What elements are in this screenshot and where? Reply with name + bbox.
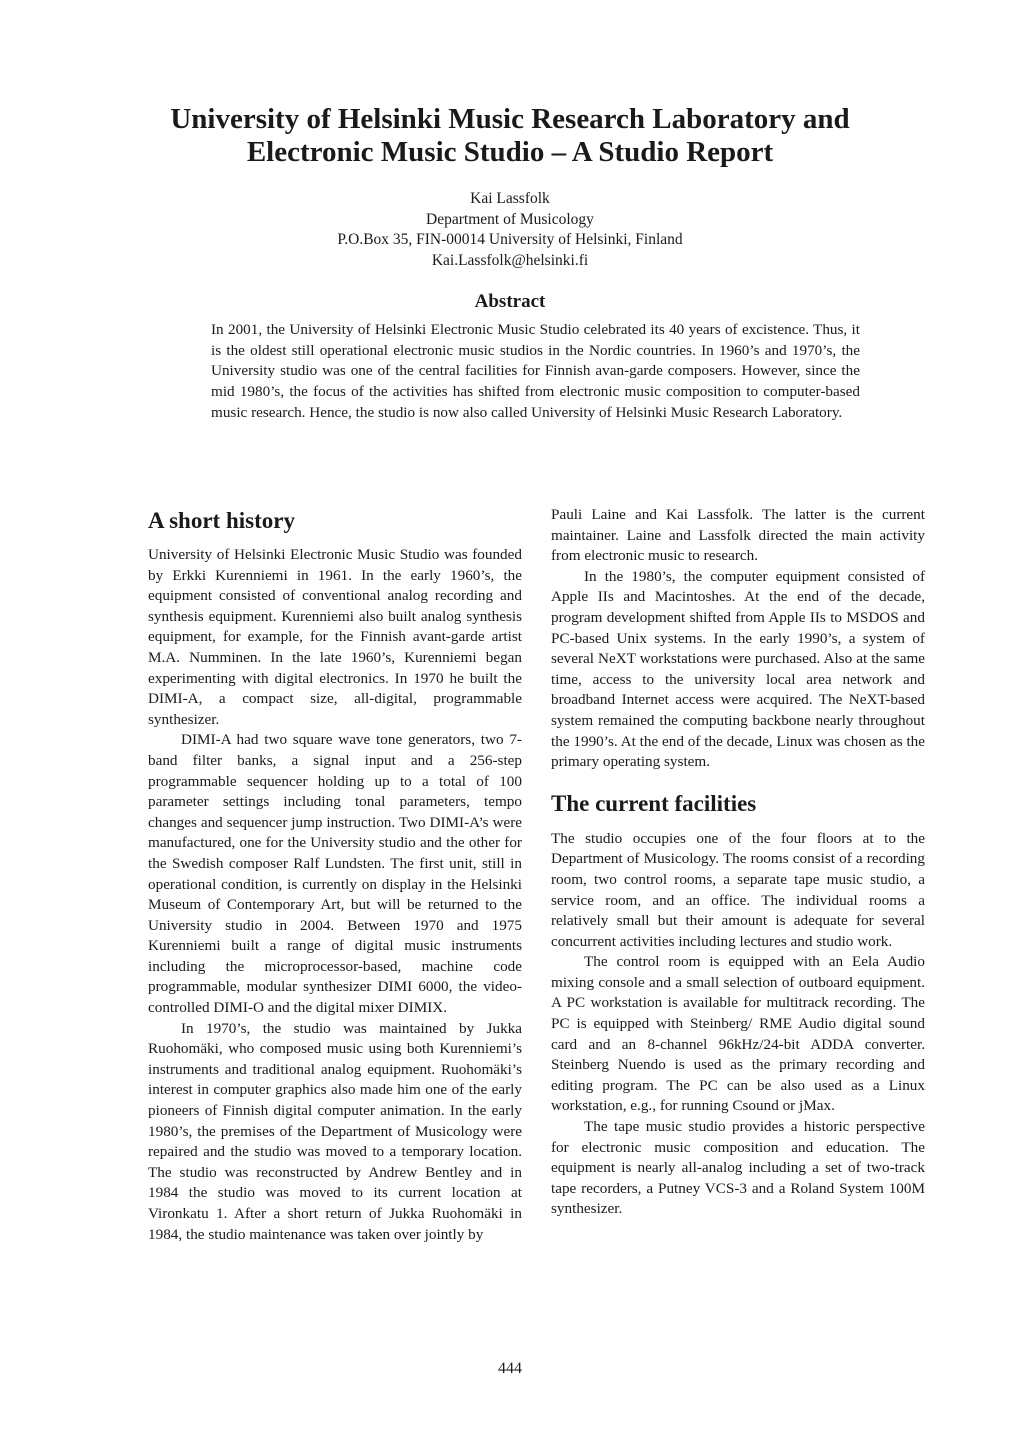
section-heading-history: A short history [148,508,295,533]
history-paragraph-5: In the 1980’s, the computer equipment consisted of Apple IIs and Macintoshes. At the end of the decade, program development shifted from Apple IIs to MSDOS and PC-based Unix systems. In the early 1990’s, a system of several NeXT workstations were purchased. Also at the same time, access to the university local area network and broadband Internet access were acquired. The NeXT-based system remained the computing backbone nearly throughout the 1990’s. At the end of the decade, Linux was chosen as the primary operating system. [551,567,925,771]
history-paragraph-1: University of Helsinki Electronic Music Studio was founded by Erkki Kurenniemi in 1961. In the early 1960’s, the equipment consisted of conventional analog recording and synthesis equipment. Kurenniemi also built analog synthesis equipment, for example, for the Finnish avant-garde artist M.A. Numminen. In the late 1960’s, Kurenniemi began experimenting with digital electronics. In 1970 he built the DIMI-A, a compact size, all-digital, programmable synthesizer. [148,546,522,728]
author-department: Department of Musicology [426,210,594,228]
left-column [148,505,522,1245]
right-column [551,505,925,1220]
abstract-heading: Abstract [474,291,546,312]
abstract-text: In 2001, the University of Helsinki Electronic Music Studio celebrated its 40 years of excistence. Thus, it is the oldest still operational electronic music studios in the Nordic countries. In 1960’s and 1970’s, the University studio was one of the central facilities for Finnish avan-garde composers. However, since the mid 1980’s, the focus of the activities has shifted from electronic music composition to computer-based music research. Hence, the studio is now also called University of Helsinki Music Research Laboratory. [211,321,860,421]
author-email: Kai.Lassfolk@helsinki.fi [431,251,589,269]
title-line-2: Electronic Music Studio – A Studio Report [246,136,774,168]
section-heading-facilities: The current facilities [551,790,757,816]
history-paragraph-4: Pauli Laine and Kai Lassfolk. The latter is the current maintainer. Laine and Lassfolk directed the main activity from electronic music to research. [551,506,925,565]
facilities-paragraph-3: The tape music studio provides a historic perspective for electronic music composition and education. The equipment is nearly all-analog including a set of two-track tape recorders, a Putney VCS-3 and a Roland System 100M synthesizer. [551,1118,925,1218]
history-paragraph-3: In 1970’s, the studio was maintained by Jukka Ruohomäki, who composed music using both Kurenniemi’s instruments and traditional analog equipment. Ruohomäki’s interest in computer graphics also made him one of the early pioneers of Finnish digital computer animation. In the early 1980’s, the premises of the Department of Musicology were repaired and the studio was moved to a temporary location. The studio was reconstructed by Andrew Bentley and in 1984 the studio was moved to its current location at Vironkatu 1. After a short return of Jukka Ruohomäki in 1984, the studio maintenance was taken over jointly by [148,1019,522,1243]
history-paragraph-2: DIMI-A had two square wave tone generators, two 7-band filter banks, a signal input and a 256-step programmable sequencer holding up to a total of 100 parameter settings including tonal parameters, tempo changes and sequencer jump instruction. Two DIMI-A’s were manufactured, one for the University studio and the other for the Swedish composer Ralf Lundsten. The first unit, still in operational condition, is currently on display in the Helsinki Museum of Contemporary Art, but will be returned to the University studio in 2004. Between 1970 and 1975 Kurenniemi built a range of digital music instruments including the microprocessor-based, machine code programmable, modular synthesizer DIMI 6000, the video-controlled DIMI-O and the digital mixer DIMIX. [148,731,522,1017]
title-line-1: University of Helsinki Music Research Laboratory and [170,103,850,135]
facilities-paragraph-1: The studio occupies one of the four floors at to the Department of Musicology. The rooms consist of a recording room, two control rooms, a separate tape music studio, a service room, and an office. The individual rooms a relatively small but their amount is adequate for several concurrent activities including lectures and studio work. [551,829,925,950]
paper-title [100,103,920,169]
page-number: 444 [498,1360,522,1377]
author-name: Kai Lassfolk [470,190,550,207]
facilities-paragraph-2: The control room is equipped with an Eela Audio mixing console and a small selection of outboard equipment. A PC workstation is available for multitrack recording. The PC is equipped with Steinberg/ RME Audio digital sound card and an 8-channel 96kHz/24-bit ADDA converter. Steinberg Nuendo is used as the primary recording and editing program. The PC can be also used as a Linux workstation, e.g., for running Csound or jMax. [551,953,925,1115]
author-address: P.O.Box 35, FIN-00014 University of Helsinki, Finland [337,231,683,248]
author-block [200,189,820,271]
